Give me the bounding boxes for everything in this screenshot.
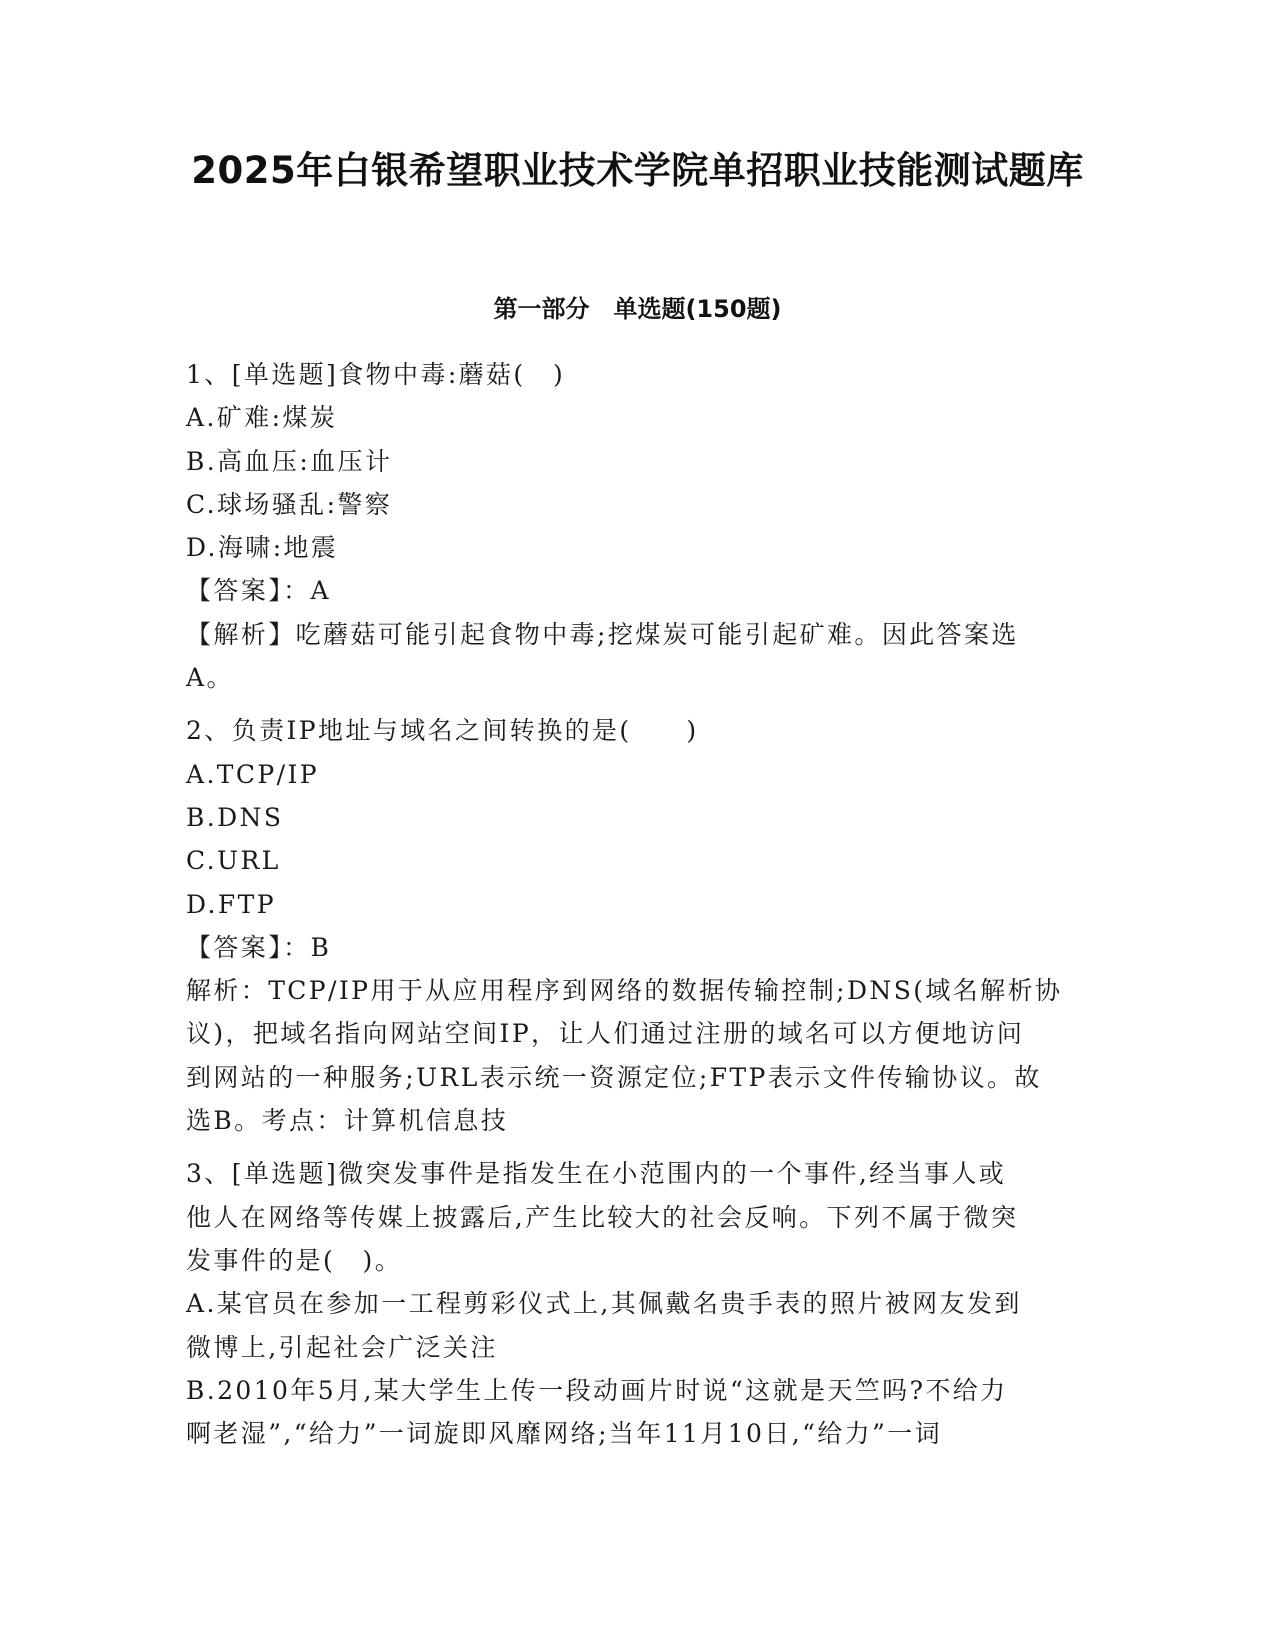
question-stem: 他人在网络等传媒上披露后,产生比较大的社会反响。下列不属于微突 [186,1202,1019,1232]
question-2 [186,709,1086,1142]
option-c: C.球场骚乱:警察 [186,489,393,519]
question-1 [186,353,1086,699]
answer-line: 【答案】：B [186,932,332,962]
option-b: 啊老湿”,“给力”一词旋即风靡网络;当年11月10日,“给力”一词 [186,1419,943,1449]
option-d: D.海啸:地震 [186,533,339,563]
document-title: 2025年白银希望职业技术学院单招职业技能测试题库 [191,149,1084,192]
option-b: B.DNS [186,802,284,832]
analysis-line: 【解析】吃蘑菇可能引起食物中毒;挖煤炭可能引起矿难。因此答案选 [186,619,1019,649]
answer-line: 【答案】：A [186,576,331,606]
question-3 [186,1152,1086,1455]
section-heading: 第一部分 单选题(150题) [493,295,782,323]
analysis-line: 选B。考点：计算机信息技 [186,1106,509,1136]
option-a: A.某官员在参加一工程剪彩仪式上,其佩戴名贵手表的照片被网友发到 [186,1289,1022,1319]
option-b: B.2010年5月,某大学生上传一段动画片时说“这就是天竺吗?不给力 [186,1375,1008,1405]
analysis-line: 解析：TCP/IP用于从应用程序到网络的数据传输控制;DNS(域名解析协 [186,976,1063,1006]
option-a: A.矿难:煤炭 [186,403,338,433]
option-b: B.高血压:血压计 [186,446,393,476]
analysis-line: 到网站的一种服务;URL表示统一资源定位;FTP表示文件传输协议。故 [186,1062,1042,1092]
option-d: D.FTP [186,889,276,919]
question-stem: 3、[单选题]微突发事件是指发生在小范围内的一个事件,经当事人或 [186,1159,1007,1189]
question-stem: 2、负责IP地址与域名之间转换的是( ) [186,716,699,746]
question-stem: 1、[单选题]食物中毒:蘑菇( ) [186,360,566,389]
option-c: C.URL [186,846,281,876]
question-list [186,353,1086,1455]
option-a: 微博上,引起社会广泛关注 [186,1332,498,1362]
analysis-line: 议)，把域名指向网站空间IP，让人们通过注册的域名可以方便地访问 [186,1019,1025,1049]
analysis-line: A。 [186,663,234,693]
question-stem: 发事件的是( )。 [186,1245,403,1275]
option-a: A.TCP/IP [186,759,319,789]
